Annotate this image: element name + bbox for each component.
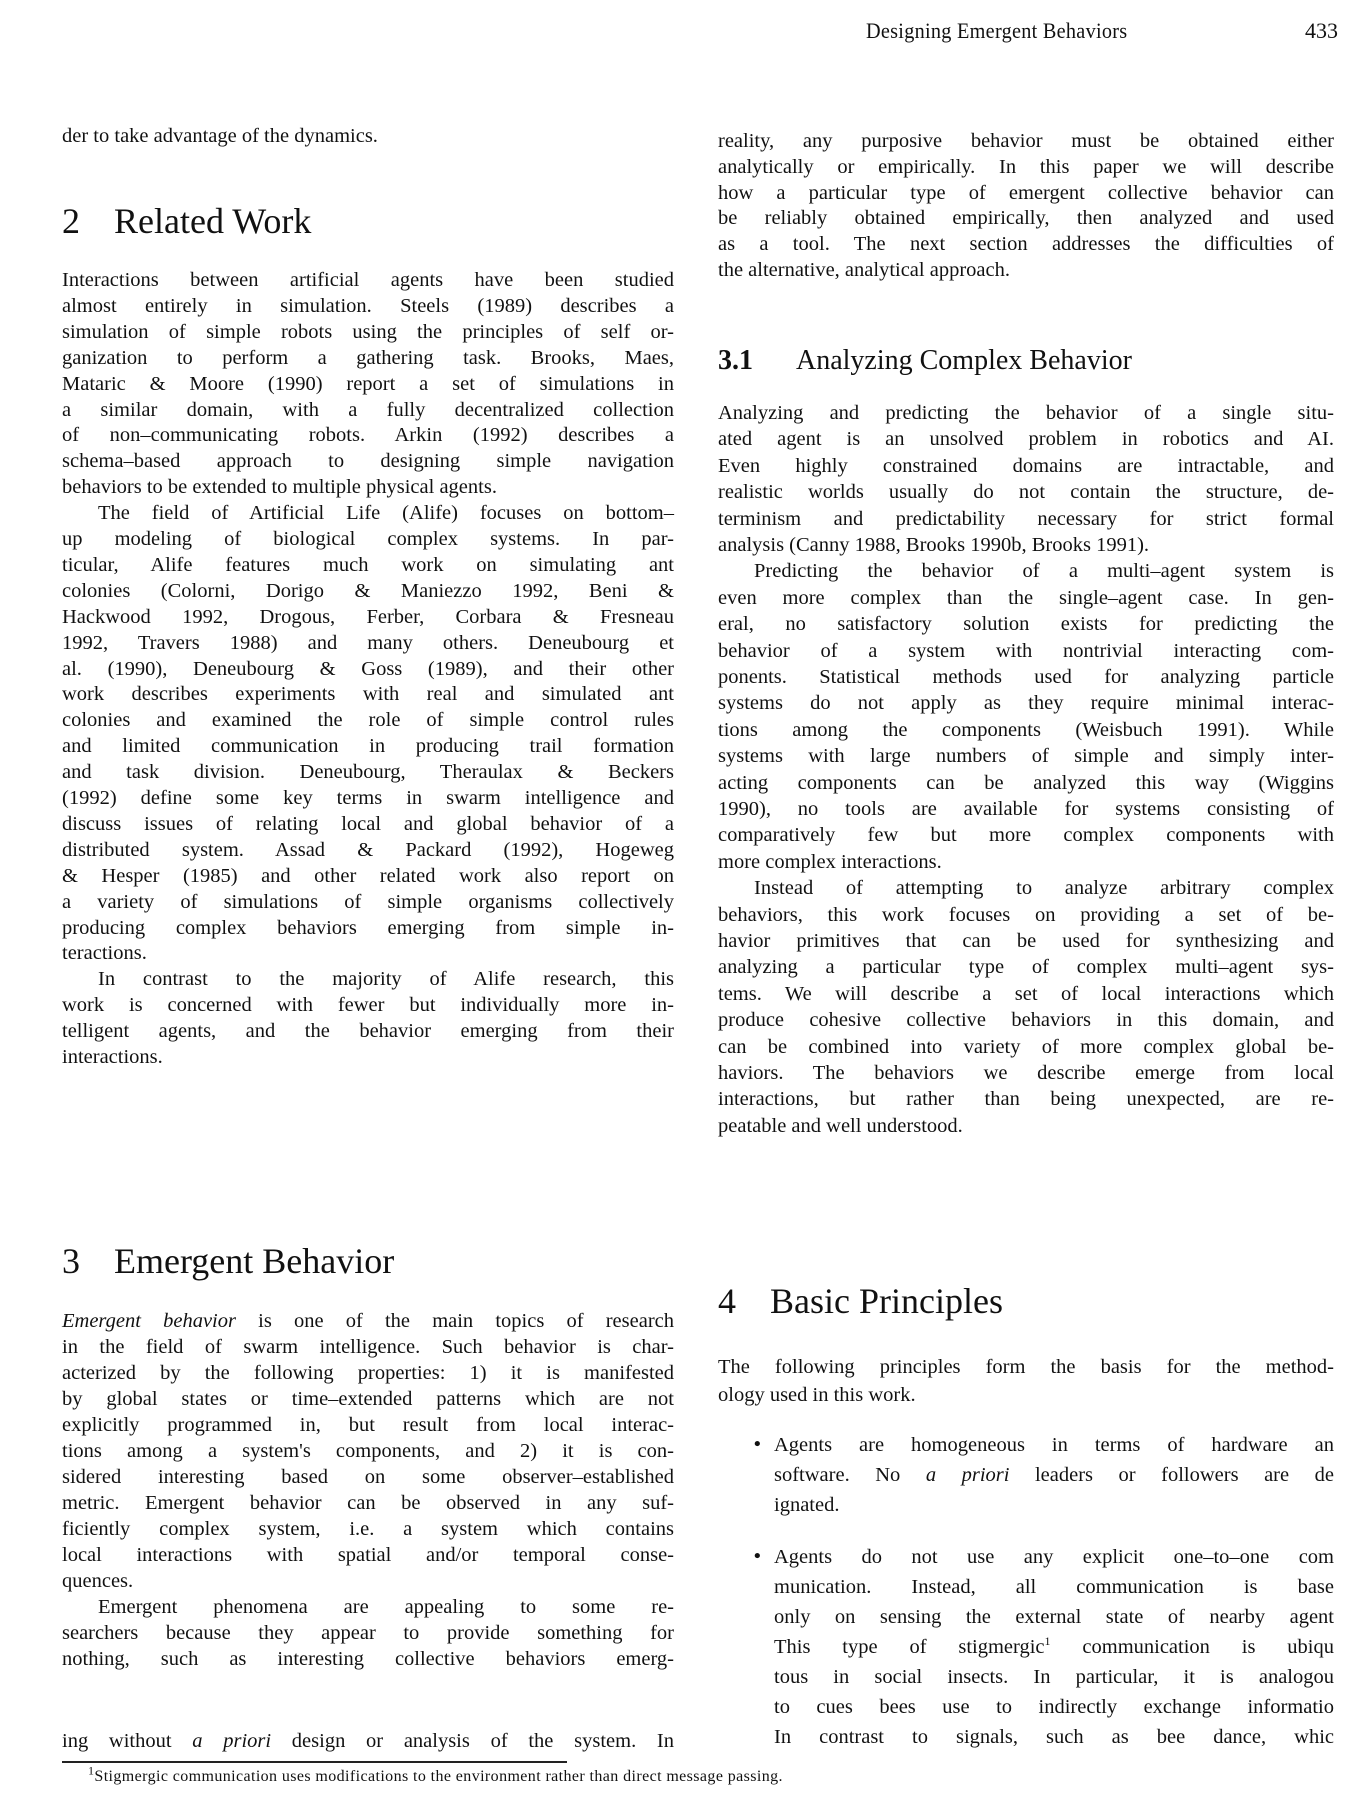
paragraph-line: distributed system. Assad & Packard (1992), Hogeweg <box>62 838 674 861</box>
paragraph-line: more complex interactions. <box>718 850 942 873</box>
paragraph-line: a variety of simulations of simple organisms collectively <box>62 890 674 913</box>
section-heading-3 <box>62 1240 394 1282</box>
paragraph-line: analysis (Canny 1988, Brooks 1990b, Brooks 1991). <box>718 534 1150 556</box>
footnote-text: Stigmergic communication uses modifications to the environment rather than direct message passing. <box>94 1768 783 1785</box>
paragraph-line: ing without a priori design or analysis of the system. In <box>62 1730 674 1752</box>
section-title: Emergent Behavior <box>114 1241 395 1281</box>
paragraph-line: schema–based approach to designing simple navigation <box>62 450 674 473</box>
right-column: reality, any purposive behavior must be obtained either analytically or empirically. In this paper we will describe how a particular type of emergent collective behavior can be reliably obtained empirically, then analyzed and used as a tool. The next section addresses the difficulties of the alternative, analytical approach. 3.1 Analyzing Complex Behavior Analyzing and predicting the behavior of a single situ- ated agent is an unsolved problem in robotics and AI. Even highly constrained domains are intractable, and realistic worlds usually do not contain the structure, de- terminism and predictability necessary for strict formal analysis (Canny 1988, Brooks 1990b, Brooks 1991). Predicting the behavior of a multi–agent system is even more complex than the single–agent case. In gen- eral, no satisfactory solution exists for predicting the behavior of a system with nontrivial interacting com- ponents. Statistical methods used for analyzing particle systems do not apply as they require minimal interac- tions among the components (Weisbuch 1991). While systems with large numbers of simple and simply inter- acting components can be analyzed this way (Wiggins 1990), no tools are available for systems consisting of comparatively few but more complex components with more complex interactions. Instead of attempting to analyze arbitrary complex behaviors, this work focuses on providing a set of be- havior primitives that can be used for synthesizing and analyzing a particular type of complex multi–agent sys- tems. We will describe a set of local interactions which produce cohesive collective behaviors in this domain, and can be combined into variety of more complex global be- haviors. The behaviors we describe emerge from local interactions, but rather than being unexpected, are re- peatable and well understood. 4 Basic Principles The following principles form the basis for the method- ology used in this work. • Agents are homogeneous in terms of hardware an software. No a priori leaders or followers are de ignated. • Agents do not use any explicit one–to–one com munication. Instead, all communication is base only on sensing the external state of nearby agent This type of stigmergic$^1$ communication is ubiqu tous in social insects. In particular, it is analogou to cues bees use to indirectly exchange informatio In contrast to signals, such as bee dance, whic <box>718 0 1334 1760</box>
section-number: 3 <box>62 1241 80 1281</box>
paragraph-line: In contrast to the majority of Alife research, this <box>98 968 674 991</box>
paragraph-line: interactions, but rather than being unexpected, are re- <box>718 1088 1334 1111</box>
paragraph-line: behaviors, this work focuses on providing a set of be- <box>718 903 1334 926</box>
paragraph-line: colonies and examined the role of simple control rules <box>62 709 674 732</box>
paragraph-line: behaviors to be extended to multiple physical agents. <box>62 476 497 499</box>
paragraph-line: 1992, Travers 1988) and many others. Deneubourg et <box>62 631 674 654</box>
paragraph-line: Analyzing and predicting the behavior of a single situ- <box>718 402 1334 424</box>
paragraph-line: analyzing a particular type of complex multi–agent sys- <box>718 956 1334 979</box>
paragraph-line: local interactions with spatial and/or temporal conse- <box>62 1544 674 1566</box>
paragraph-line: and limited communication in producing trail formation <box>62 735 674 758</box>
section-title: Basic Principles <box>770 1281 1003 1321</box>
emphasis-term: a priori <box>925 1464 1010 1486</box>
paragraph-line: sidered interesting based on some observer–established <box>62 1466 674 1488</box>
paragraph-line: haviors. The behaviors we describe emerge from local <box>718 1062 1334 1084</box>
paragraph-line: ology used in this work. <box>718 1384 916 1406</box>
footnote-divider <box>62 1761 567 1763</box>
paragraph-line: & Hesper (1985) and other related work also report on <box>62 864 674 887</box>
emphasis-term: Emergent behavior <box>62 1310 236 1332</box>
paragraph-line: work is concerned with fewer but individually more in- <box>62 994 674 1017</box>
footnote-number: 1 <box>88 1763 95 1778</box>
paragraph-line: produce cohesive collective behaviors in this domain, and <box>718 1009 1334 1032</box>
paragraph-line: reality, any purposive behavior must be obtained either <box>718 130 1334 152</box>
paragraph-line: work describes experiments with real and simulated ant <box>62 683 674 706</box>
paragraph-line: simulation of simple robots using the principles of self or- <box>62 320 674 343</box>
paragraph-line: al. (1990), Deneubourg & Goss (1989), and their other <box>62 657 674 680</box>
subsection-number: 3.1 <box>718 345 753 376</box>
paragraph-line: analytically or empirically. In this paper we will describe <box>718 155 1334 178</box>
paragraph-line: nothing, such as interesting collective behaviors emerg- <box>62 1648 674 1670</box>
paragraph-line: the alternative, analytical approach. <box>718 259 1010 281</box>
paragraph-line: in the field of swarm intelligence. Such behavior is char- <box>62 1336 674 1358</box>
paragraph-line: teractions. <box>62 942 147 965</box>
paragraph-line: ated agent is an unsolved problem in robotics and AI. <box>718 428 1334 451</box>
paragraph-line: tions among a system's components, and 2) it is con- <box>62 1440 674 1462</box>
paragraph-line: realistic worlds usually do not contain the structure, de- <box>718 481 1334 504</box>
paragraph-line: how a particular type of emergent collective behavior can <box>718 181 1334 204</box>
section-heading-2 <box>62 200 311 242</box>
footnote-marker[interactable]: 1 <box>1044 1634 1051 1649</box>
left-column <box>62 0 674 1760</box>
paragraph-line: producing complex behaviors emerging from simple in- <box>62 916 674 939</box>
paragraph-line: terminism and predictability necessary for strict formal <box>718 507 1334 530</box>
paragraph-line: Predicting the behavior of a multi–agent system is <box>754 560 1334 583</box>
paragraph-line: Emergent phenomena are appealing to some re- <box>98 1596 674 1618</box>
paragraph-line: Instead of attempting to analyze arbitrary complex <box>754 877 1334 900</box>
paragraph-line: Emergent behavior is one of the main topics of research <box>62 1310 674 1332</box>
paragraph-line: ponents. Statistical methods used for analyzing particle <box>718 666 1334 688</box>
bullet-icon: • <box>752 1434 763 1455</box>
paragraph-line: systems with large numbers of simple and simply inter- <box>718 745 1334 768</box>
footnote <box>88 1765 783 1789</box>
subsection-heading-3-1 <box>718 345 1132 377</box>
paragraph-line: acting components can be analyzed this way (Wiggins <box>718 771 1334 794</box>
paragraph-line: searchers because they appear to provide something for <box>62 1622 674 1644</box>
paragraph-line: 1990), no tools are available for systems consisting of <box>718 798 1334 820</box>
subsection-title: Analyzing Complex Behavior <box>796 345 1132 376</box>
paragraph-line: be reliably obtained empirically, then analyzed and used <box>718 207 1334 230</box>
section-number: 4 <box>718 1281 736 1321</box>
paragraph-line: almost entirely in simulation. Steels (1989) describes a <box>62 294 674 317</box>
paragraph-line: by global states or time–extended patterns which are not <box>62 1388 674 1410</box>
paragraph-line: explicitly programmed in, but result from local interac- <box>62 1414 674 1436</box>
paragraph-line: metric. Emergent behavior can be observed in any suf- <box>62 1492 674 1514</box>
paragraph-line: up modeling of biological complex systems. In par- <box>62 528 674 550</box>
paragraph-line: a similar domain, with a fully decentralized collection <box>62 398 674 421</box>
paragraph-line: ticular, Alife features much work on simulating ant <box>62 553 674 576</box>
paragraph-line: Mataric & Moore (1990) report a set of simulations in <box>62 372 674 395</box>
paragraph-line: Hackwood 1992, Drogous, Ferber, Corbara & Fresneau <box>62 605 674 628</box>
section-title: Related Work <box>114 201 312 241</box>
paragraph-line: discuss issues of relating local and global behavior of a <box>62 812 674 835</box>
paragraph-line: interactions. <box>62 1046 163 1068</box>
paragraph-line: as a tool. The next section addresses the difficulties of <box>718 233 1334 256</box>
paragraph-line: eral, no satisfactory solution exists for predicting the <box>718 613 1334 636</box>
bullet-icon: • <box>752 1546 763 1567</box>
paragraph-line: havior primitives that can be used for synthesizing and <box>718 930 1334 952</box>
section-heading-4 <box>718 1280 1003 1322</box>
paragraph-line: acterized by the following properties: 1) it is manifested <box>62 1362 674 1384</box>
paragraph-line: tions among the components (Weisbuch 1991). While <box>718 718 1334 741</box>
paragraph-line: der to take advantage of the dynamics. <box>62 125 378 147</box>
paragraph-line: comparatively few but more complex components with <box>718 824 1334 847</box>
paragraph-line: of non–communicating robots. Arkin (1992) describes a <box>62 424 674 447</box>
paragraph-line: telligent agents, and the behavior emerging from their <box>62 1020 674 1043</box>
paragraph-line: even more complex than the single–agent case. In gen- <box>718 586 1334 609</box>
paragraph-line: colonies (Colorni, Dorigo & Maniezzo 1992, Beni & <box>62 579 674 602</box>
section-number: 2 <box>62 201 80 241</box>
paragraph-line: behavior of a system with nontrivial interacting com- <box>718 639 1334 662</box>
paragraph-line: can be combined into variety of more complex global be- <box>718 1035 1334 1058</box>
paragraph-line: ficiently complex system, i.e. a system which contains <box>62 1518 674 1540</box>
paragraph-line: peatable and well understood. <box>718 1114 963 1137</box>
page-number: 433 <box>1305 18 1338 43</box>
paragraph-line: The following principles form the basis for the method- <box>718 1356 1334 1378</box>
paragraph-line: and task division. Deneubourg, Theraulax & Beckers <box>62 761 674 784</box>
paragraph-line: Even highly constrained domains are intractable, and <box>718 454 1334 477</box>
emphasis-term: a priori <box>192 1730 272 1752</box>
paragraph-line: Interactions between artificial agents have been studied <box>62 269 674 291</box>
paragraph-line: quences. <box>62 1570 134 1592</box>
running-title: Designing Emergent Behaviors <box>866 18 1128 43</box>
paragraph-line: ganization to perform a gathering task. Brooks, Maes, <box>62 346 674 369</box>
paragraph-line: (1992) define some key terms in swarm intelligence and <box>62 787 674 809</box>
paragraph-line: systems do not apply as they require minimal interac- <box>718 692 1334 715</box>
paragraph-line: The field of Artificial Life (Alife) focuses on bottom– <box>98 502 674 525</box>
paragraph-line: tems. We will describe a set of local interactions which <box>718 982 1334 1005</box>
